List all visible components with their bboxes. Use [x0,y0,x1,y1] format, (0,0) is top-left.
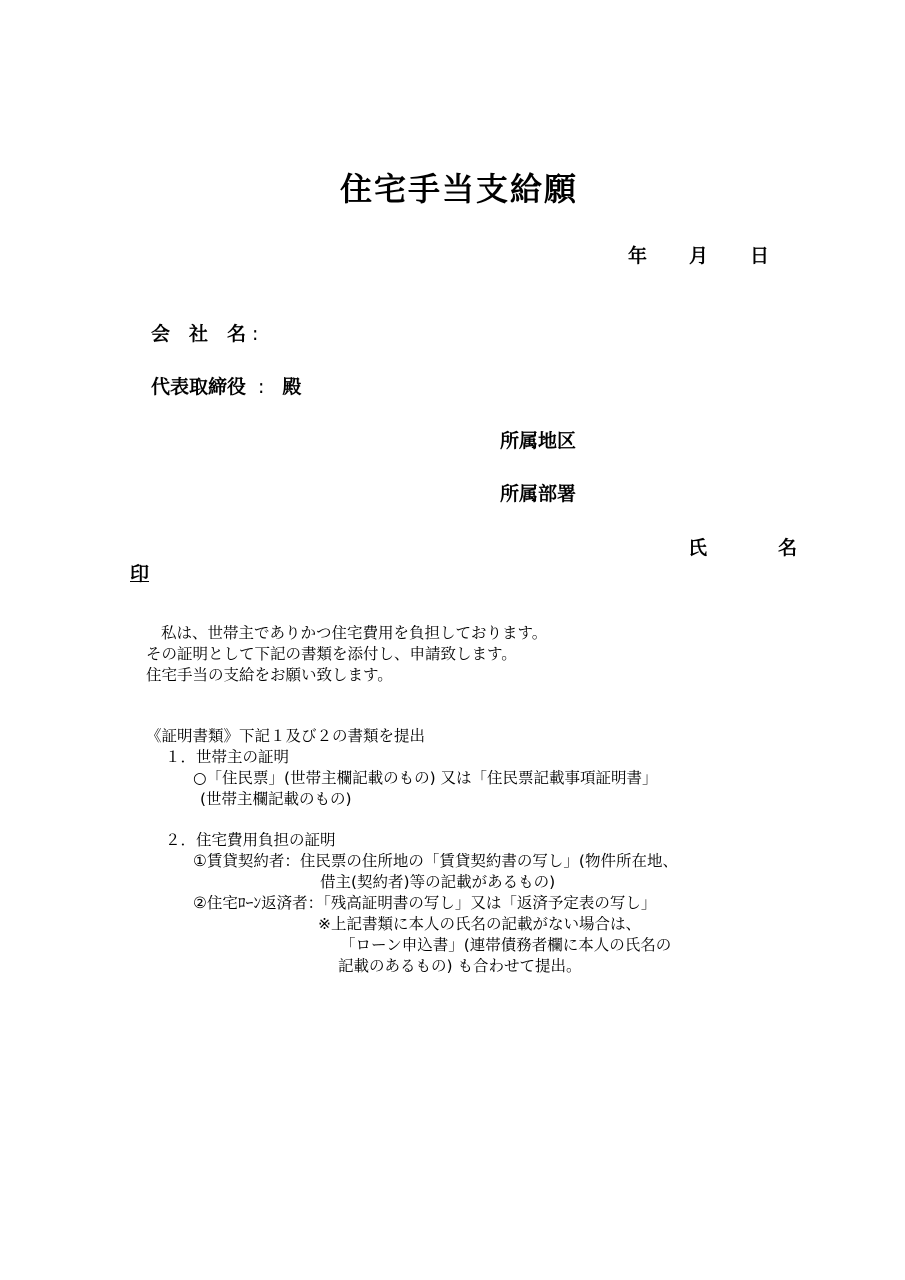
statement-line-1: 私は、世帯主でありかつ住宅費用を負担しております。 [161,624,548,642]
company-label-char: 会 [151,323,171,345]
seal-label: 印 [130,563,150,585]
docs-item2a-line1: ①賃貸契約者：住民票の住所地の「賃貸契約書の写し」(物件所在地、 [193,852,678,870]
honorific-dono: 殿 [282,376,302,398]
docs-item1-line2: (世帯主欄記載のもの) [200,790,352,808]
representative-label [151,372,301,399]
docs-note-line3: 記載のあるもの) も合わせて提出。 [338,957,582,975]
docs-item2a-line2: 借主(契約者)等の記載があるもの) [320,873,556,891]
date-month-label: 月 [689,245,709,267]
name-label-char1: 氏 [688,537,708,559]
docs-item2-title: ２．住宅費用負担の証明 [165,831,336,849]
docs-item1-line1: ○「住民票」(世帯主欄記載のもの) 又は「住民票記載事項証明書」 [193,769,658,787]
company-label-char: 名 [227,323,247,345]
representative-title: 代表取締役 [151,376,247,398]
department-label: 所属部署 [500,483,577,505]
region-label: 所属地区 [500,430,577,452]
page-title: 住宅手当支給願 [340,170,579,208]
statement-line-3: 住宅手当の支給をお願い致します。 [146,666,393,684]
docs-header: 《証明書類》下記１及び２の書類を提出 [146,727,426,745]
name-label-char2: 名 [778,537,798,559]
date-year-label: 年 [628,245,648,267]
company-label-char: 社 [189,323,209,345]
docs-note-line1: ※上記書類に本人の氏名の記載がない場合は、 [318,915,641,933]
date-day-label: 日 [750,245,770,267]
company-name-label [151,319,258,346]
statement-line-2: その証明として下記の書類を添付し、申請致します。 [146,645,517,663]
docs-note-line2: 「ローン申込書」(連帯債務者欄に本人の氏名の [340,936,672,954]
company-label-colon: : [252,323,259,345]
representative-colon: : [258,376,265,398]
docs-item1-title: １．世帯主の証明 [165,748,290,766]
docs-item2b-line1: ②住宅ﾛｰﾝ返済者：「残高証明書の写し」又は「返済予定表の写し」 [193,894,657,912]
